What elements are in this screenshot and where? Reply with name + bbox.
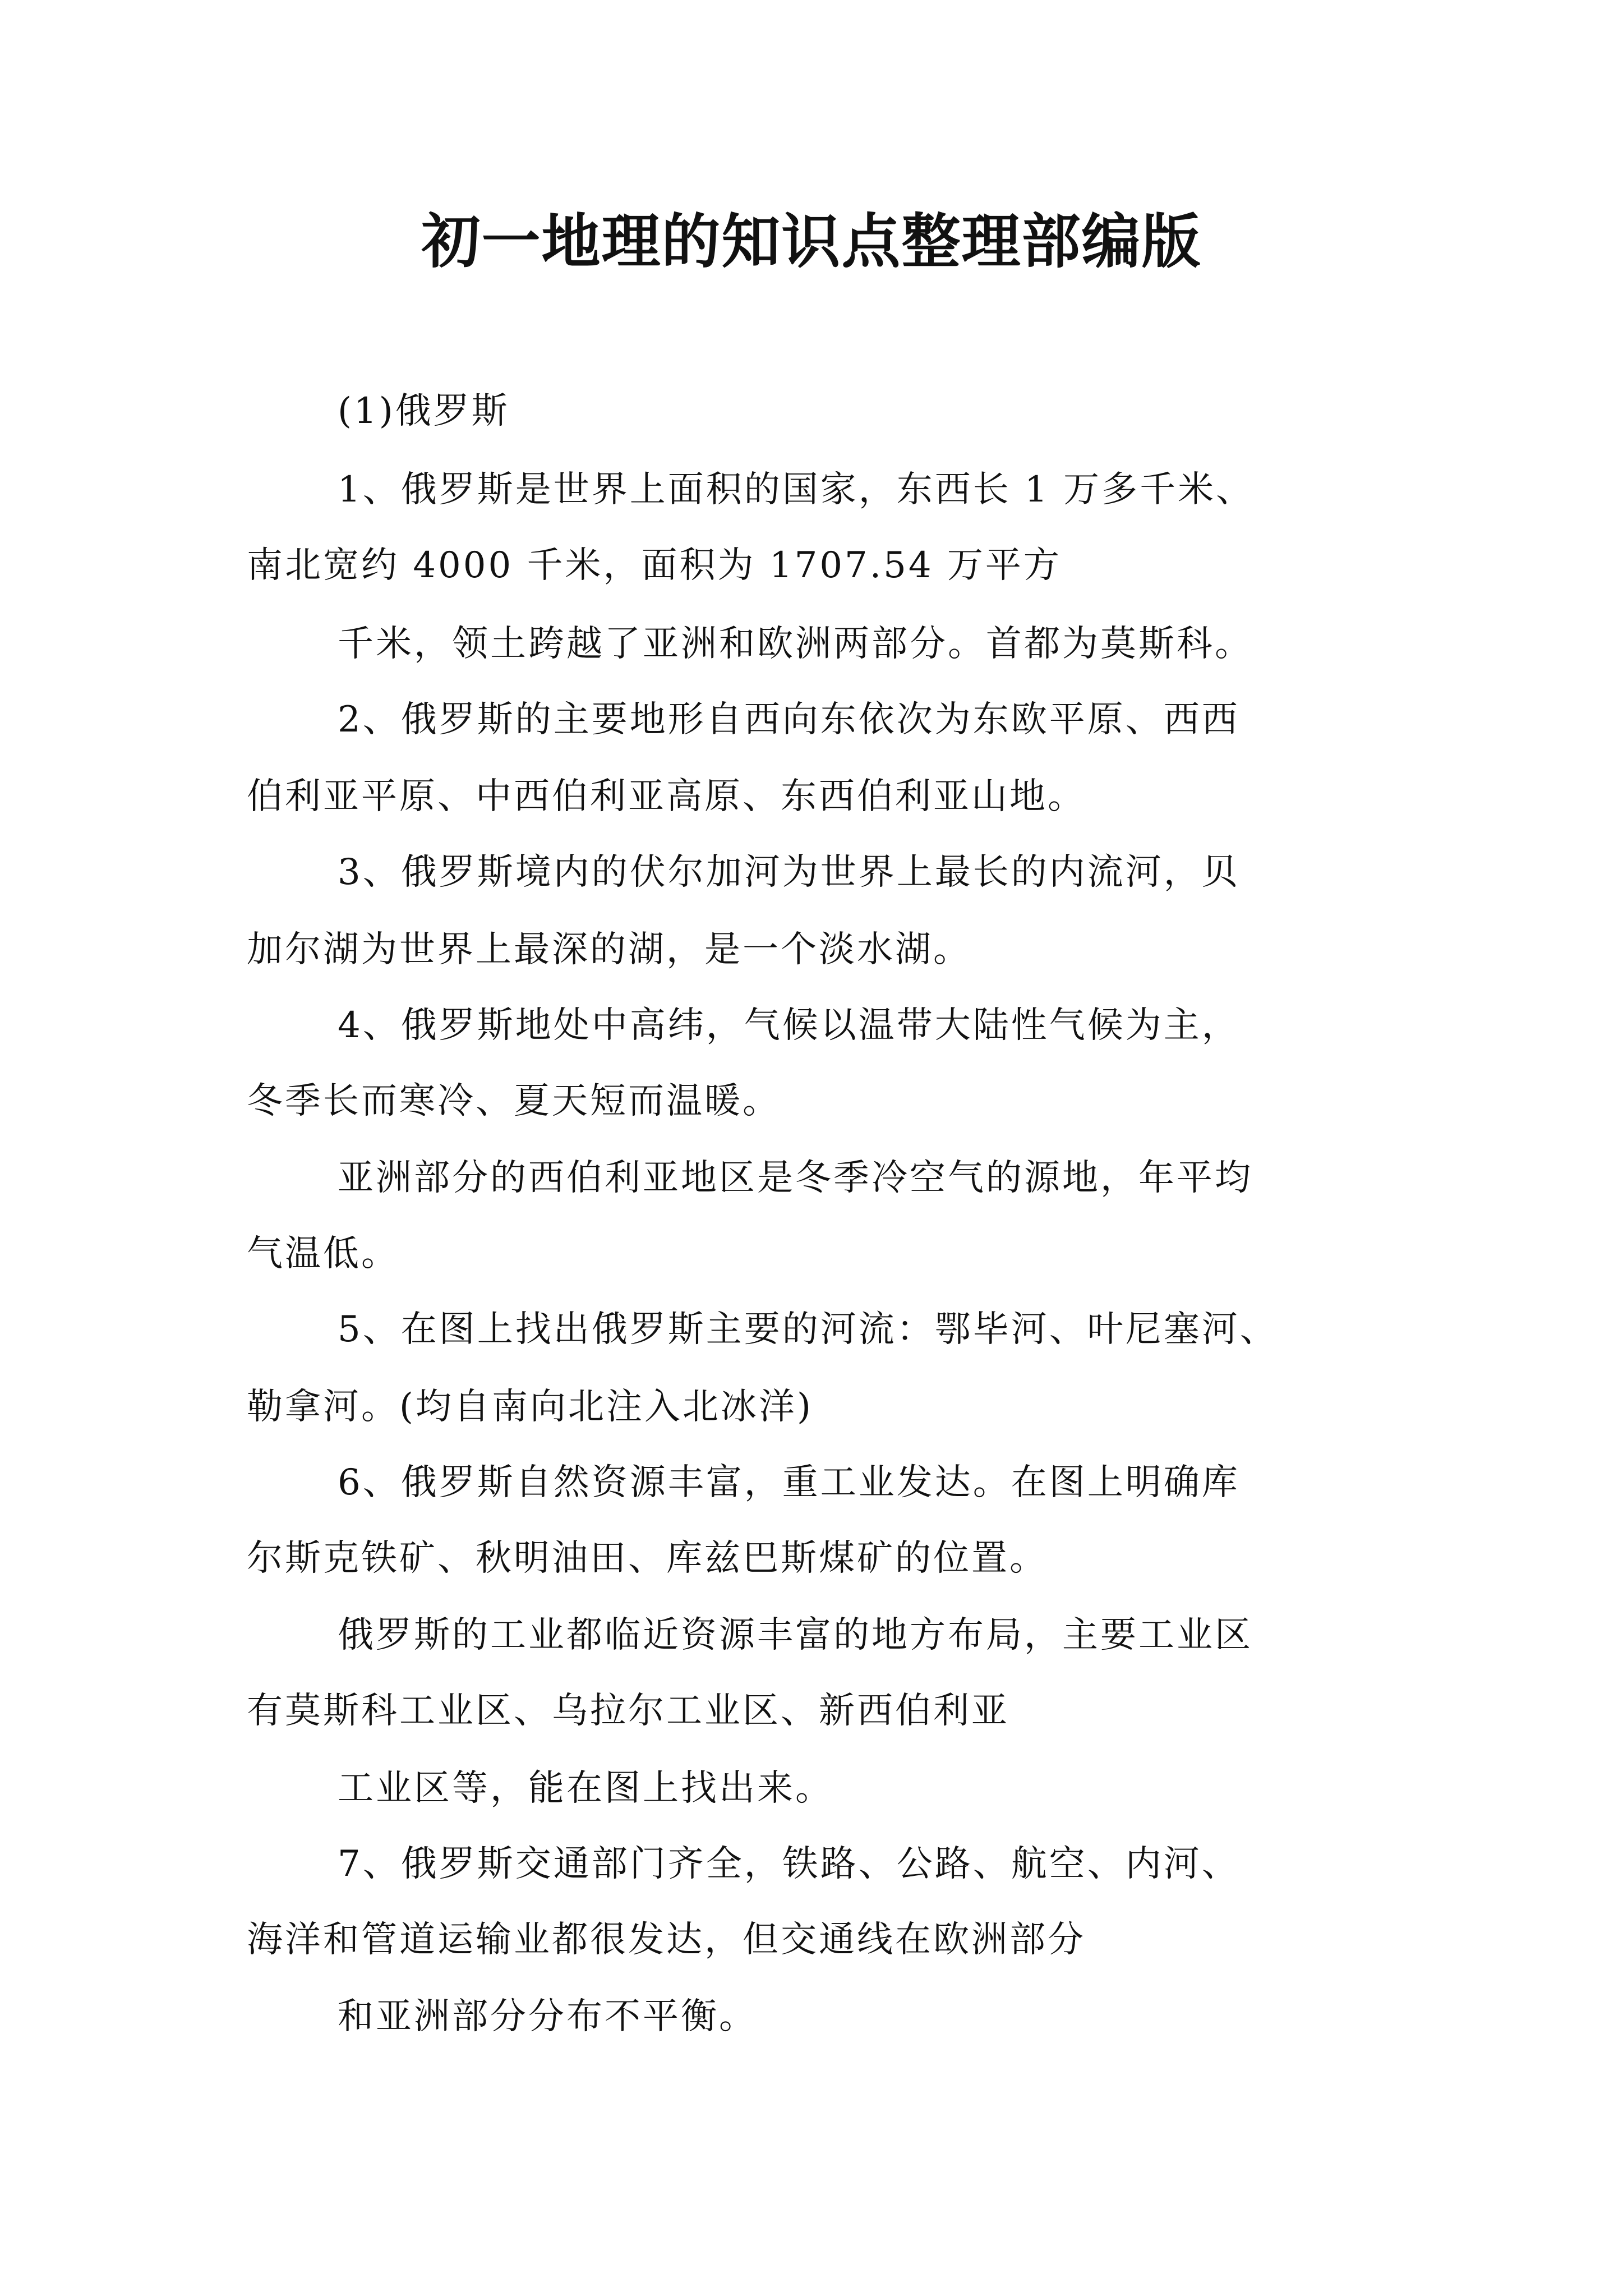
paragraph-line: 冬季长而寒冷、夏天短而温暖。 xyxy=(247,1080,781,1122)
document-title: 初一地理的知识点整理部编版 xyxy=(421,206,1202,276)
paragraph-line: 亚洲部分的西伯利亚地区是冬季冷空气的源地，年平均 xyxy=(338,1157,1253,1199)
paragraph-line: 勒拿河。(均自南向北注入北冰洋) xyxy=(247,1386,813,1428)
paragraph-line: 1、俄罗斯是世界上面积的国家，东西长 1 万多千米、 xyxy=(338,469,1255,510)
paragraph-line: 7、俄罗斯交通部门齐全，铁路、公路、航空、内河、 xyxy=(338,1843,1240,1885)
paragraph-line: 工业区等，能在图上找出来。 xyxy=(338,1768,833,1809)
paragraph-line: 俄罗斯的工业都临近资源丰富的地方布局，主要工业区 xyxy=(338,1614,1253,1656)
paragraph-line: 南北宽约 4000 千米，面积为 1707.54 万平方 xyxy=(247,545,1062,586)
paragraph-line: 有莫斯科工业区、乌拉尔工业区、新西伯利亚 xyxy=(247,1690,1009,1732)
paragraph-line: 海洋和管道运输业都很发达，但交通线在欧洲部分 xyxy=(247,1919,1086,1961)
section-heading: (1)俄罗斯 xyxy=(338,390,510,432)
paragraph-line: 5、在图上找出俄罗斯主要的河流：鄂毕河、叶尼塞河、 xyxy=(338,1309,1278,1350)
paragraph-line: 和亚洲部分分布不平衡。 xyxy=(338,1996,757,2037)
paragraph-line: 4、俄罗斯地处中高纬，气候以温带大陆性气候为主， xyxy=(338,1005,1240,1046)
paragraph-line: 3、俄罗斯境内的伏尔加河为世界上最长的内流河，贝 xyxy=(338,852,1240,893)
paragraph-line: 尔斯克铁矿、秋明油田、库兹巴斯煤矿的位置。 xyxy=(247,1538,1048,1579)
paragraph-line: 气温低。 xyxy=(247,1233,399,1274)
paragraph-line: 加尔湖为世界上最深的湖，是一个淡水湖。 xyxy=(247,929,971,970)
paragraph-line: 6、俄罗斯自然资源丰富，重工业发达。在图上明确库 xyxy=(338,1462,1240,1503)
paragraph-line: 伯利亚平原、中西伯利亚高原、东西伯利亚山地。 xyxy=(247,776,1086,817)
paragraph-line: 2、俄罗斯的主要地形自西向东依次为东欧平原、西西 xyxy=(338,699,1240,740)
paragraph-line: 千米，领土跨越了亚洲和欧洲两部分。首都为莫斯科。 xyxy=(338,623,1253,665)
